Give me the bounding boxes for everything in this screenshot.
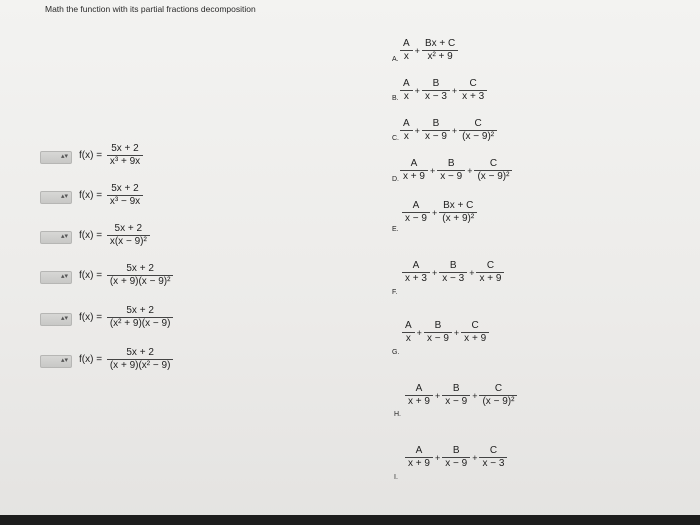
- screen-bottom-bar: [0, 515, 700, 525]
- option-term: [422, 38, 458, 63]
- option-term: [402, 260, 430, 285]
- term-denominator: x − 3: [424, 91, 447, 102]
- plus-sign: +: [431, 267, 438, 278]
- option-term: [402, 200, 430, 225]
- function-expression: [79, 223, 150, 248]
- function-label: f(x) =: [79, 270, 103, 281]
- function-label: f(x) =: [79, 354, 103, 365]
- function-row: [40, 143, 300, 165]
- option-term: [437, 158, 465, 183]
- option-expression: [405, 383, 517, 408]
- dropdown-arrows-icon: ▴▾: [60, 193, 68, 200]
- function-row: [40, 305, 300, 327]
- option-letter: H.: [394, 411, 401, 418]
- plus-sign: +: [467, 165, 473, 176]
- function-expression: [79, 143, 143, 168]
- dropdown-arrows-icon: ▴▾: [60, 233, 68, 240]
- plus-sign: +: [414, 45, 420, 56]
- plus-sign: +: [434, 390, 441, 401]
- term-numerator: B: [422, 118, 450, 131]
- answer-dropdown[interactable]: [40, 271, 72, 284]
- term-numerator: A: [402, 320, 415, 333]
- term-denominator: x − 9: [440, 171, 463, 182]
- option-letter: G.: [392, 349, 400, 356]
- term-numerator: B: [424, 320, 452, 333]
- option-letter: I.: [394, 474, 398, 481]
- function-denominator: (x² + 9)(x − 9): [109, 318, 171, 329]
- function-expression: [79, 305, 173, 330]
- option-expression: [405, 445, 507, 470]
- dropdown-arrows-icon: ▴▾: [60, 153, 68, 160]
- function-fraction: [107, 263, 174, 288]
- option-term: [442, 445, 470, 470]
- term-numerator: A: [400, 158, 428, 171]
- term-denominator: x − 3: [442, 273, 465, 284]
- term-denominator: (x − 9)²: [477, 171, 510, 182]
- term-denominator: x + 3: [462, 91, 485, 102]
- function-denominator: (x + 9)(x² − 9): [109, 360, 171, 371]
- function-fraction: [107, 143, 143, 168]
- term-numerator: C: [461, 320, 489, 333]
- option-term: [439, 260, 467, 285]
- function-numerator: 5x + 2: [107, 223, 150, 236]
- term-denominator: x − 9: [424, 131, 447, 142]
- question-title: Math the function with its partial fractions decomposition: [45, 4, 256, 14]
- option-term: [400, 38, 413, 63]
- plus-sign: +: [453, 327, 460, 338]
- term-numerator: C: [459, 118, 497, 131]
- term-denominator: x: [405, 333, 411, 344]
- plus-sign: +: [431, 207, 438, 218]
- function-fraction: [107, 183, 143, 208]
- option-letter: F.: [392, 289, 398, 296]
- term-denominator: x + 3: [405, 273, 427, 284]
- option-term: [459, 78, 487, 103]
- option-term: [400, 118, 413, 143]
- term-numerator: B: [442, 383, 470, 396]
- option-expression: [400, 78, 487, 103]
- term-denominator: x: [403, 91, 409, 102]
- option-term: [424, 320, 452, 345]
- plus-sign: +: [451, 85, 458, 96]
- answer-dropdown[interactable]: [40, 151, 72, 164]
- function-denominator: x(x − 9)²: [109, 236, 147, 247]
- term-denominator: (x − 9)²: [462, 131, 495, 142]
- option-letter: A.: [392, 56, 399, 63]
- plus-sign: +: [416, 327, 422, 338]
- function-row: [40, 263, 300, 285]
- function-row: [40, 347, 300, 369]
- option-term: [459, 118, 497, 143]
- option-term: [400, 158, 428, 183]
- term-denominator: x − 9: [445, 396, 468, 407]
- function-denominator: (x + 9)(x − 9)²: [109, 276, 171, 287]
- option-letter: C.: [392, 135, 399, 142]
- term-denominator: x + 9: [408, 396, 430, 407]
- term-denominator: x − 9: [426, 333, 449, 344]
- term-numerator: A: [400, 78, 413, 91]
- term-numerator: A: [402, 260, 430, 273]
- option-term: [479, 445, 507, 470]
- term-numerator: A: [400, 118, 413, 131]
- term-numerator: B: [422, 78, 450, 91]
- option-expression: [402, 320, 489, 345]
- option-term: [476, 260, 504, 285]
- function-expression: [79, 183, 143, 208]
- term-numerator: A: [405, 445, 433, 458]
- option-term: [474, 158, 512, 183]
- term-denominator: x − 9: [405, 213, 427, 224]
- plus-sign: +: [429, 165, 436, 176]
- option-expression: [402, 200, 477, 225]
- function-numerator: 5x + 2: [107, 305, 174, 318]
- plus-sign: +: [469, 267, 475, 278]
- plus-sign: +: [434, 452, 441, 463]
- function-row: [40, 223, 300, 245]
- option-letter: E.: [392, 226, 399, 233]
- term-denominator: x: [403, 131, 409, 142]
- option-term: [439, 200, 477, 225]
- option-term: [442, 383, 470, 408]
- term-denominator: (x + 9)²: [442, 213, 475, 224]
- dropdown-arrows-icon: ▴▾: [60, 315, 68, 322]
- option-term: [479, 383, 517, 408]
- option-expression: [402, 260, 504, 285]
- function-label: f(x) =: [79, 150, 103, 161]
- function-expression: [79, 263, 173, 288]
- answer-dropdown[interactable]: [40, 191, 72, 204]
- function-denominator: x³ − 9x: [109, 196, 141, 207]
- function-fraction: [107, 305, 174, 330]
- term-denominator: x + 9: [479, 273, 502, 284]
- term-numerator: Bx + C: [439, 200, 477, 213]
- term-numerator: A: [405, 383, 433, 396]
- answer-dropdown[interactable]: [40, 355, 72, 368]
- plus-sign: +: [414, 125, 420, 136]
- plus-sign: +: [414, 85, 420, 96]
- term-numerator: A: [402, 200, 430, 213]
- term-numerator: C: [479, 383, 517, 396]
- function-numerator: 5x + 2: [107, 183, 143, 196]
- option-term: [422, 118, 450, 143]
- function-fraction: [107, 223, 150, 248]
- term-numerator: Bx + C: [422, 38, 458, 51]
- option-term: [405, 383, 433, 408]
- answer-dropdown[interactable]: [40, 231, 72, 244]
- term-denominator: x − 3: [482, 458, 505, 469]
- option-term: [400, 78, 413, 103]
- term-denominator: x + 9: [408, 458, 430, 469]
- dropdown-arrows-icon: ▴▾: [60, 357, 68, 364]
- term-numerator: C: [474, 158, 512, 171]
- function-label: f(x) =: [79, 312, 103, 323]
- term-denominator: x − 9: [445, 458, 468, 469]
- option-expression: [400, 38, 458, 63]
- term-denominator: x + 9: [403, 171, 425, 182]
- function-label: f(x) =: [79, 190, 103, 201]
- plus-sign: +: [472, 390, 478, 401]
- term-numerator: B: [442, 445, 470, 458]
- term-numerator: C: [476, 260, 504, 273]
- function-fraction: [107, 347, 174, 372]
- function-numerator: 5x + 2: [107, 263, 174, 276]
- function-label: f(x) =: [79, 230, 103, 241]
- option-term: [402, 320, 415, 345]
- term-denominator: x: [403, 51, 409, 62]
- answer-dropdown[interactable]: [40, 313, 72, 326]
- function-denominator: x³ + 9x: [109, 156, 141, 167]
- function-numerator: 5x + 2: [107, 143, 143, 156]
- function-numerator: 5x + 2: [107, 347, 174, 360]
- plus-sign: +: [472, 452, 478, 463]
- plus-sign: +: [451, 125, 458, 136]
- term-denominator: (x − 9)²: [482, 396, 515, 407]
- option-expression: [400, 158, 512, 183]
- function-row: [40, 183, 300, 205]
- term-numerator: B: [439, 260, 467, 273]
- function-expression: [79, 347, 173, 372]
- term-numerator: A: [400, 38, 413, 51]
- option-term: [461, 320, 489, 345]
- option-expression: [400, 118, 497, 143]
- dropdown-arrows-icon: ▴▾: [60, 273, 68, 280]
- term-numerator: C: [459, 78, 487, 91]
- option-term: [422, 78, 450, 103]
- term-numerator: C: [479, 445, 507, 458]
- term-denominator: x + 9: [464, 333, 487, 344]
- term-denominator: x² + 9: [427, 51, 453, 62]
- term-numerator: B: [437, 158, 465, 171]
- option-term: [405, 445, 433, 470]
- option-letter: B.: [392, 95, 399, 102]
- option-letter: D.: [392, 176, 399, 183]
